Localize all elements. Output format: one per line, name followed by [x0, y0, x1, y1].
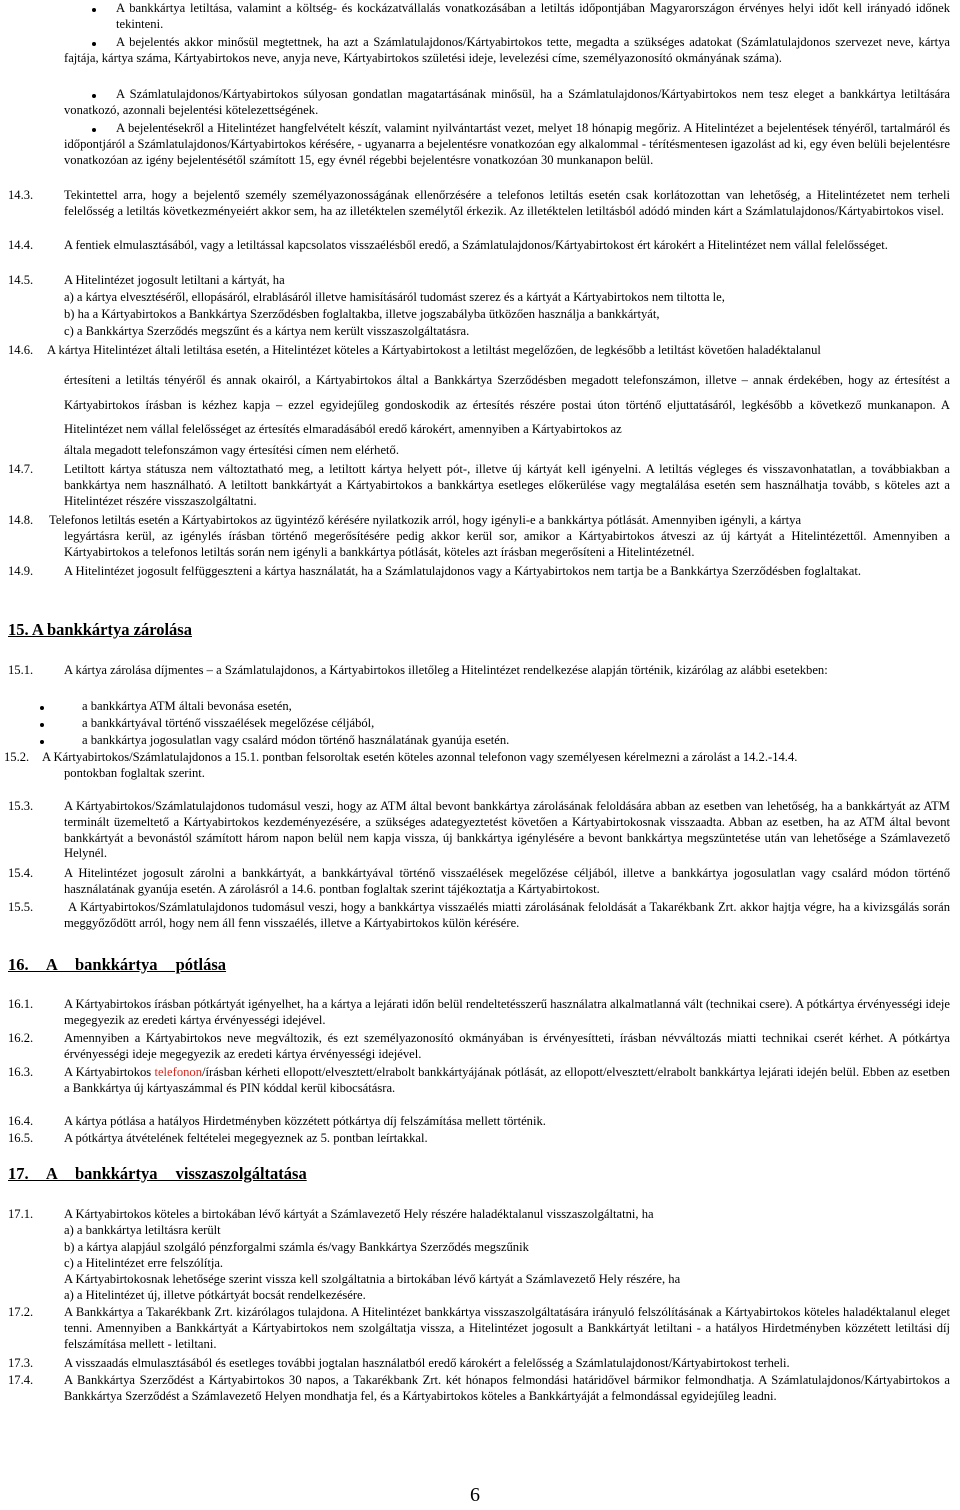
section-paragraph: A Kártyabirtokos/Számlatulajdonos a 15.1. pontban felsoroltak esetén köteles azonnal telefonon vagy személyesen kérelmezni a zárolást a 14.2.-14.4.: [42, 750, 798, 764]
section-number: 14.5.: [8, 273, 34, 287]
section-paragraph: általa megadott telefonszámon vagy értesítési címen nem elérhető.: [64, 443, 400, 457]
section-number: 17.2.: [8, 1305, 34, 1319]
section-paragraph: A Kártyabirtokos írásban pótkártyát igényelhet, ha a kártya a lejárati időn belül rendeltetésszerű használatra alkalmatlanná vált (technikai csere). A pótkártya érvényességi ideje megegyezik az eredeti kártya érvényességi idejével.: [64, 997, 950, 1027]
section-paragraph: A kártya zárolása díjmentes – a Számlatulajdonos, a Kártyabirtokos illetőleg a Hitelintézet rendelkezése alapján történik, kizárólag az alábbi esetekben:: [64, 663, 828, 677]
section-paragraph: Telefonos letiltás esetén a Kártyabirtokos az ügyintéző kérésére nyilatkozik arról, hogy igényli-e a bankkártya pótlását. Amennyiben igényli, a kártya: [49, 513, 802, 527]
section-paragraph: A Kártyabirtokos/Számlatulajdonos tudomásul veszi, hogy a bankkártya visszaélés miatti zárolásának feloldását a Takarékbank Zrt. akkor hajtja végre, ha a kivizsgálás során meggyőződött arról, hogy nem áll fenn visszaélés, illetve a Kártyabirtokos külön kérésére.: [64, 900, 950, 930]
bullet-paragraph: A bejelentésekről a Hitelintézet hangfelvételt készít, valamint nyilvántartást vezet, melyet 18 hónapig megőriz. A Hitelintézet a bejelentések tényéről, tartalmáról és időpontjáról a Számlatulajdonos/Kártyabirtokos kérésére, - ugyanarra a bejelentésre vonatkozóan egy alkalommal - térítésmentesen igazolást ad ki, egy éven belüli bejelentésre vonatkozóan az igény bejelentésétől számított 15, egy évnél régebbi bejelentésre vonatkozóan 30 munkanapon belül.: [64, 121, 950, 167]
section-paragraph: A Bankkártya Szerződést a Kártyabirtokos 30 napos, a Takarékbank Zrt. két hónapos felmondási határidővel bármikor felmondhatja. A Számlatulajdonos/Kártyabirtokos a Bankkártya Szerződést a Számlavezető Helyen mondhatja fel, és a Kártyabirtokos köteles a Bankkártyáját a felmondással egyidejűleg leadni.: [64, 1373, 950, 1403]
text-run: A Kártyabirtokos: [64, 1065, 155, 1079]
list-item: b) ha a Kártyabirtokos a Bankkártya Szerződésben foglaltakba, illetve jogszabályba ütközően használja a bankkártyát,: [64, 307, 660, 321]
section-heading: 15. A bankkártya zárolása: [8, 620, 192, 639]
section-number: 14.3.: [8, 188, 34, 202]
section-heading: 16. A bankkártya pótlása: [8, 955, 227, 974]
list-item: a) a kártya elvesztéséről, ellopásáról, elrablásáról illetve hamisításáról tudomást szerez és a kártyát a Kártyabirtokos nem tiltotta le,: [64, 290, 725, 304]
section-number: 17.1.: [8, 1207, 34, 1221]
list-item: c) a Hitelintézet erre felszólítja.: [64, 1256, 224, 1270]
bullet-paragraph: A Számlatulajdonos/Kártyabirtokos súlyosan gondatlan magatartásának minősül, ha a Számlatulajdonos/Kártyabirtokos nem tesz eleget a bankkártya letiltására vonatkozó, azonnali bejelentési kötelezettségének.: [64, 87, 950, 117]
list-item: a) a bankkártya letiltásra került: [64, 1223, 221, 1237]
bullet-icon: [40, 706, 44, 710]
section-number: 17.3.: [8, 1356, 34, 1370]
bullet-icon: [40, 723, 44, 727]
section-paragraph: A Hitelintézet jogosult felfüggeszteni a kártya használatát, ha a Számlatulajdonos vagy a Kártyabirtokos nem tartja be a Bankkártya Szerződésben foglaltakat.: [64, 564, 861, 578]
section-paragraph: A visszaadás elmulasztásából és esetleges további jogtalan használatból eredő károkért a felelősség a Számlatulajdonost/Kártyabirtokost terheli.: [64, 1356, 790, 1370]
section-paragraph: értesíteni a letiltás tényéről és annak okairól, a Kártyabirtokos által a Bankkártya Szerződésben megadott telefonszámon, illetve – annak érdekében, hogy az értesítést a Kártyabirtokos írásban is kézhez kapja – ezzel egyidejűleg gondoskodik az értesítés részére postai úton történő eljuttatásáról, legkésőbb a következő munkanapon. A Hitelintézet nem vállal felelősséget az értesítés elmaradásából eredő károkért, amennyiben a Kártyabirtokos az: [64, 373, 950, 436]
section-number: 15.4.: [8, 866, 34, 880]
highlighted-word: telefonon: [154, 1065, 203, 1079]
text-run: /írásban kérheti ellopott/elvesztett/elrabolt bankkártyájának pótlását, az ellopott/elvesztett/elrabolt bankkártya lejárati idején belül. Ebben az esetben a Bankkártya új kártyaszámmal és PIN kóddal kerül kibocsátásra.: [64, 1065, 950, 1095]
section-paragraph: A Hitelintézet jogosult letiltani a kártyát, ha: [64, 273, 285, 287]
section-number: 15.1.: [8, 663, 34, 677]
section-paragraph: [64, 1065, 950, 1097]
section-paragraph: Amennyiben a Kártyabirtokos neve megváltozik, és ezt személyazonosító okmányában is érvényesítteti, írásban névváltozás miatti technikai cserét kérhet. A pótkártya érvényességi ideje megegyezik az eredeti kártya érvényességi idejével.: [64, 1031, 950, 1061]
section-paragraph: A Kártyabirtokos köteles a birtokában lévő kártyát a Számlavezető Hely részére haladéktalanul visszaszolgáltatni, ha: [64, 1207, 654, 1221]
section-number: 14.4.: [8, 238, 34, 252]
section-number: 14.8.: [8, 513, 34, 527]
section-number: 16.2.: [8, 1031, 34, 1045]
section-number: 15.3.: [8, 799, 34, 813]
section-number: 16.1.: [8, 997, 34, 1011]
section-number: 14.6.: [8, 343, 34, 357]
list-item: a bankkártya ATM általi bevonása esetén,: [82, 699, 292, 713]
section-paragraph: A Kártyabirtokos/Számlatulajdonos tudomásul veszi, hogy az ATM által bevont bankkártya zárolásának feloldására abban az esetben van lehetőség, ha a bankkártyát az ATM terminált üzemeltető a Kártyabirtokos kezdeményezésére, a szükséges adategyeztetést követően a Kártyabirtokosnak visszaadta. Abban az esetben, ha az ATM által bevont bankkártyát a bevonástól számított három napon belül nem kapja vissza, új bankkártya igénylésére a bevont bankkártya megszüntetése után van lehetősége a Számlavezető Helynél.: [64, 799, 950, 861]
section-paragraph: A pótkártya átvételének feltételei megegyeznek az 5. pontban leírtakkal.: [64, 1131, 428, 1145]
section-paragraph: A Hitelintézet jogosult zárolni a bankkártyát, a bankkártyával történő visszaélések megelőzése céljából, illetve a bankkártya jogosulatlan vagy csalárd módon történő használatának gyanúja esetén. A zárolásról a 14.6. pontban foglaltak szerint tájékoztatja a Kártyabirtokost.: [64, 866, 950, 896]
section-paragraph: legyártásra kerül, az igénylés írásban történő megerősítésére pedig akkor kerül sor, amikor a Kártyabirtokos átveszi az új kártyát a Hitelintézettől. Amennyiben a Kártyabirtokos a telefonos letiltás során nem igényli a bankkártya pótlását, köteles azt írásban megerősíteni a Hitelintézetnél.: [64, 529, 950, 559]
section-paragraph: A kártya Hitelintézet általi letiltása esetén, a Hitelintézet köteles a Kártyabirtokost a letiltást megelőzően, de legkésőbb a letiltást követően haladéktalanul: [47, 343, 821, 357]
section-number: 14.9.: [8, 564, 34, 578]
section-paragraph: A Kártyabirtokosnak lehetősége szerint vissza kell szolgáltatnia a birtokában lévő kártyát a Számlavezető Hely részére, ha: [64, 1272, 681, 1286]
section-number: 15.5.: [8, 900, 34, 914]
section-number: 17.4.: [8, 1373, 34, 1387]
page-number: 6: [470, 1484, 480, 1506]
section-number: 16.5.: [8, 1131, 34, 1145]
section-paragraph: pontokban foglaltak szerint.: [64, 766, 205, 780]
list-item: c) a Bankkártya Szerződés megszűnt és a kártya nem került visszaszolgáltatásra.: [64, 324, 470, 338]
bullet-paragraph: A bankkártya letiltása, valamint a költség- és kockázatvállalás vonatkozásában a letiltás időpontjában Magyarországon érvényes helyi időt kell irányadó időnek tekinteni.: [116, 1, 950, 31]
bullet-icon: [40, 740, 44, 744]
section-number: 16.4.: [8, 1114, 34, 1128]
list-item: a bankkártyával történő visszaélések megelőzése céljából,: [82, 716, 375, 730]
bullet-paragraph: A bejelentés akkor minősül megtettnek, ha azt a Számlatulajdonos/Kártyabirtokos tette, megadta a szükséges adatokat (Számlatulajdonos szervezet neve, kártya fajtája, kártya száma, Kártyabirtokos neve, anyja neve, Kártyabirtokos születési ideje, levelezési címe, személyazonosító okmányának száma).: [64, 35, 950, 65]
section-paragraph: Tekintettel arra, hogy a bejelentő személy személyazonosságának ellenőrzésére a telefonos letiltás esetén csak korlátozottan van lehetőség, a Hitelintézetet nem terheli felelősség a letiltás következményeiért akkor sem, ha az illetéktelen személytől érkezik. Az illetéktelen letiltásból adódó minden kárt a Számlatulajdonos/Kártyabirtokos visel.: [64, 188, 950, 218]
section-heading: 17. A bankkártya visszaszolgáltatása: [8, 1164, 307, 1183]
section-number: 14.7.: [8, 462, 34, 476]
list-item: a bankkártya jogosulatlan vagy csalárd módon történő használatának gyanúja esetén.: [82, 733, 510, 747]
list-item: b) a kártya alapjául szolgáló pénzforgalmi számla és/vagy Bankkártya Szerződés megszűnik: [64, 1240, 529, 1254]
section-paragraph: A kártya pótlása a hatályos Hirdetményben közzétett pótkártya díj felszámítása mellett történik.: [64, 1114, 546, 1128]
section-paragraph: Letiltott kártya státusza nem változtatható meg, a letiltott kártya helyett pót-, illetve új kártyát kell igényelni. A letiltás végleges és visszavonhatatlan, a továbbiakban a bankkártya nem használható. A letiltott bankkártyát a Kártyabirtokos a bankkártya esetleges előkerülése vagy megtalálása esetén sem használhatja tovább, s köteles azt a Hitelintézet részére visszaszolgáltatni.: [64, 462, 950, 508]
section-number: 16.3.: [8, 1065, 34, 1079]
section-paragraph: A Bankkártya a Takarékbank Zrt. kizárólagos tulajdona. A Hitelintézet bankkártya visszaszolgáltatására irányuló felszólításának a Kártyabirtokos köteles haladéktalanul eleget tenni. Amennyiben a Bankkártyát a Kártyabirtokos nem szolgáltatja vissza, a Hitelintézet jogosult a Bankkártyát letiltani - a hatályos Hirdetményben közzétett letiltási díj felszámítása mellett - letiltani.: [64, 1305, 950, 1351]
section-paragraph: A fentiek elmulasztásából, vagy a letiltással kapcsolatos visszaélésből eredő, a Számlatulajdonos/Kártyabirtokost ért károkért a Hitelintézet nem vállal felelősséget.: [64, 238, 888, 252]
bullet-icon: [92, 8, 96, 12]
section-number: 15.2.: [4, 750, 30, 764]
list-item: a) a Hitelintézet új, illetve pótkártyát bocsát rendelkezésére.: [64, 1288, 366, 1302]
